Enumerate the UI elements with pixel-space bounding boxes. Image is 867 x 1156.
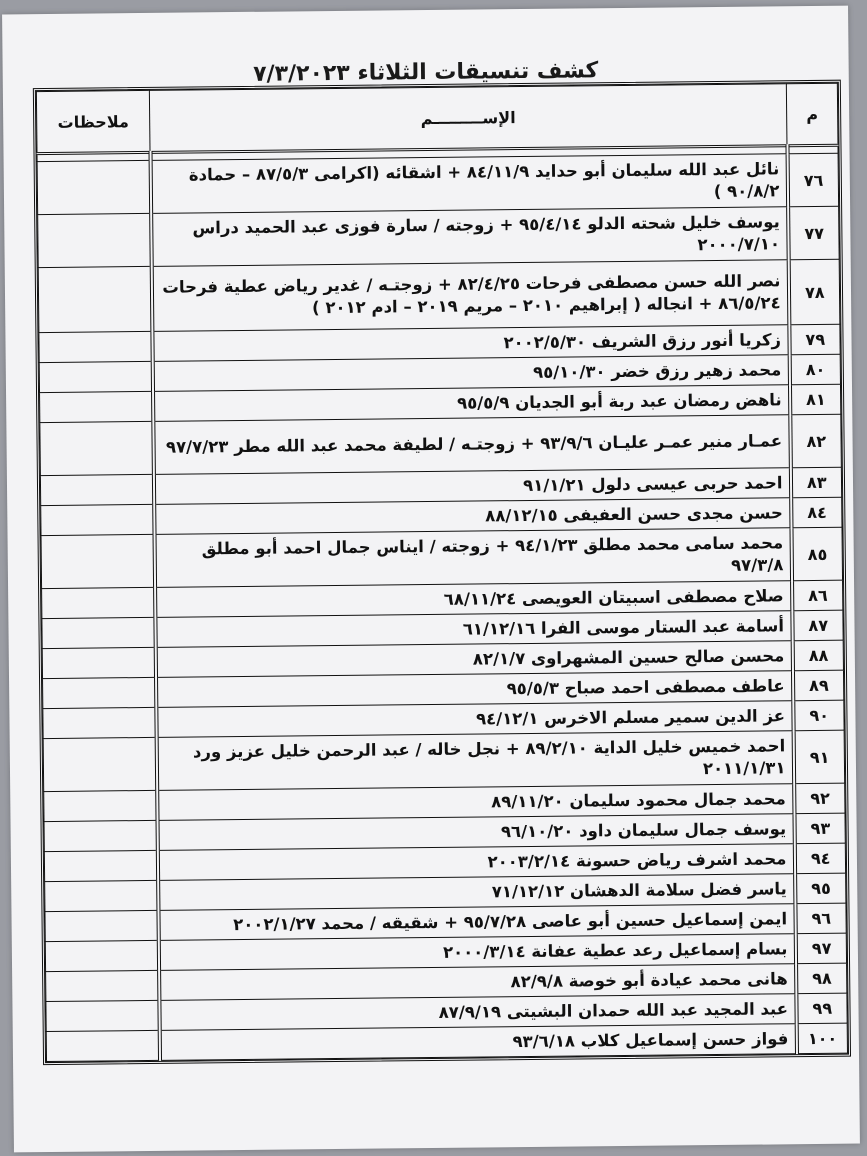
row-notes	[44, 850, 157, 881]
row-number: ٩١	[793, 730, 845, 784]
row-number: ٨٧	[792, 610, 843, 641]
table-row	[43, 730, 845, 791]
row-notes	[43, 707, 156, 738]
header-notes: ملاحظات	[36, 90, 150, 153]
row-number: ٩٩	[796, 993, 847, 1024]
row-notes	[42, 617, 155, 648]
row-number: ٩٥	[795, 873, 846, 904]
table-header-row	[36, 83, 838, 153]
row-notes	[42, 647, 155, 678]
row-notes	[40, 421, 154, 475]
row-notes	[38, 213, 152, 267]
row-notes	[41, 504, 154, 535]
row-name-text: بسام إسماعيل رعد عطية عفانة ٢٠٠٠/٣/١٤	[158, 934, 795, 971]
row-name-text: صلاح مصطفى اسبيتان العويصى ٦٨/١١/٢٤	[155, 581, 792, 618]
row-number: ٨٦	[792, 580, 843, 611]
row-number: ٧٨	[788, 259, 840, 325]
row-name-text: محسن صالح حسين المشهراوى ٨٢/١/٧	[155, 641, 792, 678]
row-notes	[45, 910, 158, 941]
row-notes	[45, 940, 158, 971]
row-name-text: ناهض رمضان عبد ربة أبو الجديان ٩٥/٥/٩	[153, 385, 790, 422]
row-name-text: احمد خميس خليل الداية ٨٩/٢/١٠ + نجل خاله / عبد الرحمن خليل عزيز ورد ٢٠١١/١/٣١	[156, 731, 794, 791]
row-number: ٨٩	[792, 670, 843, 701]
row-notes	[46, 970, 159, 1001]
table-row	[40, 414, 842, 475]
row-number: ٩٤	[794, 843, 845, 874]
row-name-text: ياسر فضل سلامة الدهشان ٧١/١٢/١٢	[158, 874, 795, 911]
row-name-text: عمـار منير عمـر عليـان ٩٣/٩/٦ + زوجتـه / لطيفة محمد عبد الله مطر ٩٧/٧/٢٣	[153, 415, 791, 475]
row-number: ٨٨	[792, 640, 843, 671]
row-notes	[45, 880, 158, 911]
names-table	[36, 83, 848, 1062]
row-number: ٩٢	[794, 783, 845, 814]
row-notes	[46, 1030, 159, 1061]
row-name-text: ايمن إسماعيل حسين أبو عاصى ٩٥/٧/٢٨ + شقيقه / محمد ٢٠٠٢/١/٢٧	[158, 904, 795, 941]
row-number: ٩٧	[795, 933, 846, 964]
row-name-text: نصر الله حسن مصطفى فرحات ٨٢/٤/٢٥ + زوجتـه / غدير رياض عطية فرحات ٨٦/٥/٢٤ + انجاله ( إبراهيم ٢٠١٠ – مريم ٢٠١٩ – ادم ٢٠١٢ )	[151, 260, 789, 332]
table-row	[37, 153, 839, 214]
table-row	[38, 259, 840, 332]
row-name-text: محمد اشرف رياض حسونة ٢٠٠٣/٢/١٤	[157, 844, 794, 881]
row-name-text: هانى محمد عيادة أبو خوصة ٨٢/٩/٨	[159, 964, 796, 1001]
row-notes	[43, 737, 157, 791]
row-number: ٨٣	[790, 467, 841, 498]
row-name-text: محمد جمال محمود سليمان ٨٩/١١/٢٠	[157, 784, 794, 821]
row-notes	[41, 534, 155, 588]
paper-sheet	[2, 6, 860, 1153]
row-name-text: عز الدين سمير مسلم الاخرس ٩٤/١٢/١	[156, 701, 793, 738]
row-notes	[39, 331, 152, 362]
row-notes	[39, 361, 152, 392]
row-name-text: محمد زهير رزق خضر ٩٥/١٠/٣٠	[152, 355, 789, 392]
header-name: الإســـــــــم	[149, 84, 787, 153]
row-notes	[40, 474, 153, 505]
row-number: ٧٩	[789, 324, 840, 355]
row-number: ٨٢	[790, 414, 842, 468]
row-number: ٩٠	[793, 700, 844, 731]
row-name-text: يوسف خليل شحته الدلو ٩٥/٤/١٤ + زوجته / سارة فوزى عبد الحميد دراس ٢٠٠٠/٧/١٠	[151, 207, 789, 267]
row-name-text: نائل عبد الله سليمان أبو حدايد ٨٤/١١/٩ + اشقائه (اكرامى ٨٧/٥/٣ – حمادة ٩٠/٨/٢ )	[150, 154, 788, 214]
row-number: ٩٦	[795, 903, 846, 934]
row-number: ٨١	[789, 384, 840, 415]
row-name-text: احمد حربى عيسى دلول ٩١/١/٢١	[153, 468, 790, 505]
row-number: ٧٦	[787, 153, 839, 207]
table-row	[38, 206, 840, 267]
row-number: ٨٠	[789, 354, 840, 385]
row-number: ٩٣	[794, 813, 845, 844]
row-number: ١٠٠	[796, 1023, 847, 1054]
row-number: ٩٨	[796, 963, 847, 994]
row-number: ٨٥	[791, 527, 843, 581]
row-name-text: أسامة عبد الستار موسى الفرا ٦١/١٢/١٦	[155, 611, 792, 648]
row-name-text: محمد سامى محمد مطلق ٩٤/١/٢٣ + زوجته / ايناس جمال احمد أبو مطلق ٩٧/٣/٨	[154, 528, 792, 588]
row-notes	[44, 790, 157, 821]
row-name-text: عبد المجيد عبد الله حمدان البشيتى ٨٧/٩/١٩	[159, 994, 796, 1031]
row-notes	[44, 820, 157, 851]
row-name-text: عاطف مصطفى احمد صباح ٩٥/٥/٣	[156, 671, 793, 708]
row-notes	[38, 266, 152, 332]
row-name-text: زكريا أنور رزق الشريف ٢٠٠٢/٥/٣٠	[152, 325, 789, 362]
row-number: ٨٤	[791, 497, 842, 528]
document-title: كشف تنسيقات الثلاثاء ٧/٣/٢٠٢٣	[253, 58, 599, 87]
row-name-text: يوسف جمال سليمان داود ٩٦/١٠/٢٠	[157, 814, 794, 851]
coordination-table	[33, 80, 851, 1065]
row-notes	[37, 160, 151, 214]
table-row	[41, 527, 843, 588]
row-notes	[46, 1000, 159, 1031]
table-body	[37, 145, 847, 1061]
row-notes	[42, 587, 155, 618]
header-number: م	[786, 83, 838, 146]
row-notes	[40, 391, 153, 422]
row-notes	[43, 677, 156, 708]
row-name-text: حسن مجدى حسن العفيفى ٨٨/١٢/١٥	[154, 498, 791, 535]
row-number: ٧٧	[788, 206, 840, 260]
row-name-text: فواز حسن إسماعيل كلاب ٩٣/٦/١٨	[159, 1024, 796, 1061]
